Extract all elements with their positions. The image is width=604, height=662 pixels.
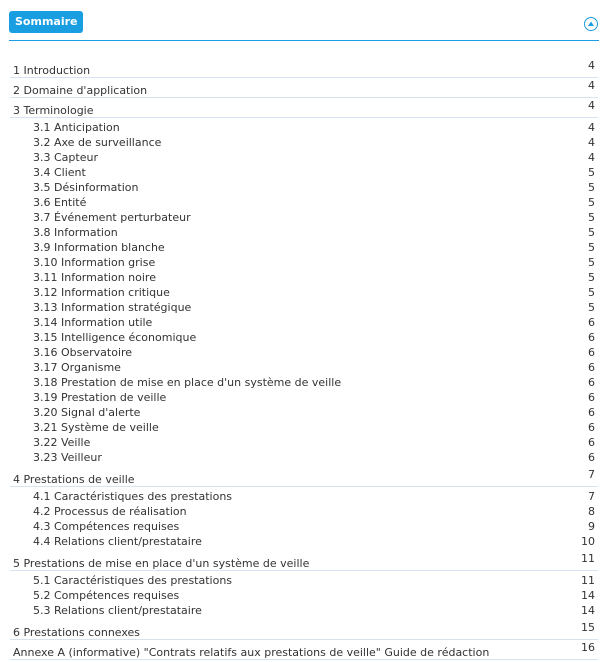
toc-page-number: 16 — [581, 641, 595, 654]
toc-subsection-row[interactable] — [10, 573, 598, 588]
toc-entry-label[interactable]: 4.1 Caractéristiques des prestations — [33, 490, 233, 503]
toc-entry-label[interactable]: 3 Terminologie — [13, 104, 94, 117]
toc-page-number: 6 — [588, 421, 595, 434]
toc-page-number: 7 — [588, 490, 595, 503]
toc-entry-label[interactable]: 6 Prestations connexes — [13, 626, 141, 639]
toc-section-row[interactable] — [10, 100, 598, 118]
collapse-button[interactable] — [584, 17, 598, 31]
toc-page-number: 5 — [588, 211, 595, 224]
toc-subsection-row[interactable] — [10, 435, 598, 450]
toc-subsection-row[interactable] — [10, 360, 598, 375]
toc-page-number: 6 — [588, 316, 595, 329]
toc-page-number: 14 — [581, 604, 595, 617]
toc-page-number: 7 — [588, 468, 595, 481]
toc-entry-label[interactable]: 4.3 Compétences requises — [33, 520, 180, 533]
toc-subsection-row[interactable] — [10, 270, 598, 285]
toc-subsection-row[interactable] — [10, 300, 598, 315]
toc-entry-label[interactable]: 3.13 Information stratégique — [33, 301, 192, 314]
toc-subsection-row[interactable] — [10, 195, 598, 210]
toc-subsection-row[interactable] — [10, 330, 598, 345]
toc-page-number: 8 — [588, 505, 595, 518]
toc-subsection-row[interactable] — [10, 534, 598, 549]
toc-page-number: 5 — [588, 196, 595, 209]
toc-page-number: 10 — [581, 535, 595, 548]
toc-entry-label[interactable]: 3.10 Information grise — [33, 256, 156, 269]
toc-subsection-row[interactable] — [10, 285, 598, 300]
toc-entry-label[interactable]: 3.11 Information noire — [33, 271, 156, 284]
toc-subsection-row[interactable] — [10, 504, 598, 519]
toc-page-number: 6 — [588, 331, 595, 344]
toc-section-row[interactable] — [10, 80, 598, 98]
toc-subsection-row[interactable] — [10, 255, 598, 270]
toc-entry-label[interactable]: 3.12 Information critique — [33, 286, 170, 299]
toc-subsection-row[interactable] — [10, 519, 598, 534]
toc-section-row[interactable] — [10, 642, 598, 660]
toc-entry-label[interactable]: 3.5 Désinformation — [33, 181, 139, 194]
toc-entry-label[interactable]: 3.20 Signal d'alerte — [33, 406, 141, 419]
toc-subsection-row[interactable] — [10, 405, 598, 420]
toc-subsection-row[interactable] — [10, 420, 598, 435]
toc-page-number: 11 — [581, 552, 595, 565]
toc-entry-label[interactable]: 3.22 Veille — [33, 436, 91, 449]
toc-subsection-row[interactable] — [10, 450, 598, 465]
toc-page-number: 4 — [588, 99, 595, 112]
toc-page-number: 6 — [588, 391, 595, 404]
toc-entry-label[interactable]: 5.3 Relations client/prestataire — [33, 604, 202, 617]
toc-page-number: 9 — [588, 520, 595, 533]
toc-entry-label[interactable]: 3.23 Veilleur — [33, 451, 102, 464]
toc-header — [0, 0, 604, 42]
toc-page-number: 6 — [588, 436, 595, 449]
toc-page-number: 5 — [588, 301, 595, 314]
toc-subsection-row[interactable] — [10, 315, 598, 330]
toc-subsection-row[interactable] — [10, 210, 598, 225]
toc-entry-label[interactable]: 3.3 Capteur — [33, 151, 98, 164]
toc-entry-label[interactable]: 3.2 Axe de surveillance — [33, 136, 162, 149]
toc-section-row[interactable] — [10, 553, 598, 571]
toc-title[interactable]: Sommaire — [9, 11, 83, 33]
toc-entry-label[interactable]: 3.6 Entité — [33, 196, 87, 209]
toc-entry-label[interactable]: 4.2 Processus de réalisation — [33, 505, 187, 518]
toc-section-row[interactable] — [10, 622, 598, 640]
toc-section-row[interactable] — [10, 469, 598, 487]
toc-entry-label[interactable]: 3.18 Prestation de mise en place d'un système de veille — [33, 376, 342, 389]
toc-page-number: 4 — [588, 59, 595, 72]
toc-subsection-row[interactable] — [10, 135, 598, 150]
toc-entry-label[interactable]: 4.4 Relations client/prestataire — [33, 535, 202, 548]
toc-entry-label[interactable]: 3.16 Observatoire — [33, 346, 133, 359]
toc-page-number: 4 — [588, 136, 595, 149]
toc-subsection-row[interactable] — [10, 180, 598, 195]
toc-page-number: 6 — [588, 451, 595, 464]
toc-entry-label[interactable]: 3.14 Information utile — [33, 316, 153, 329]
toc-subsection-row[interactable] — [10, 603, 598, 618]
toc-section-row[interactable] — [10, 60, 598, 78]
toc-page-number: 6 — [588, 346, 595, 359]
toc-entry-label[interactable]: Annexe A (informative) "Contrats relatifs aux prestations de veille" Guide de rédaction — [13, 646, 490, 659]
toc-page-number: 6 — [588, 376, 595, 389]
toc-entry-label[interactable]: 5 Prestations de mise en place d'un système de veille — [13, 557, 310, 570]
toc-page-number: 11 — [581, 574, 595, 587]
toc-page-number: 15 — [581, 621, 595, 634]
toc-entry-label[interactable]: 3.8 Information — [33, 226, 118, 239]
toc-subsection-row[interactable] — [10, 375, 598, 390]
toc-page-number: 5 — [588, 226, 595, 239]
toc-subsection-row[interactable] — [10, 588, 598, 603]
toc-entry-label[interactable]: 4 Prestations de veille — [13, 473, 135, 486]
toc-page-number: 14 — [581, 589, 595, 602]
toc-page-number: 5 — [588, 256, 595, 269]
toc-page-number: 4 — [588, 79, 595, 92]
toc-entry-label[interactable]: 2 Domaine d'application — [13, 84, 148, 97]
toc-entry-label[interactable]: 3.19 Prestation de veille — [33, 391, 167, 404]
toc-page-number: 6 — [588, 361, 595, 374]
toc-entry-label[interactable]: 3.17 Organisme — [33, 361, 121, 374]
toc-entry-label[interactable]: 5.1 Caractéristiques des prestations — [33, 574, 233, 587]
toc-entry-label[interactable]: 3.7 Événement perturbateur — [33, 211, 191, 224]
toc-entry-label[interactable]: 3.1 Anticipation — [33, 121, 120, 134]
toc-subsection-row[interactable] — [10, 120, 598, 135]
toc-entry-label[interactable]: 3.9 Information blanche — [33, 241, 165, 254]
toc-page-number: 5 — [588, 166, 595, 179]
toc-entry-label[interactable]: 5.2 Compétences requises — [33, 589, 180, 602]
toc-entry-label[interactable]: 1 Introduction — [13, 64, 91, 77]
toc-page-number: 5 — [588, 271, 595, 284]
toc-subsection-row[interactable] — [10, 390, 598, 405]
toc-subsection-row[interactable] — [10, 165, 598, 180]
toc-subsection-row[interactable] — [10, 225, 598, 240]
toc-page-number: 4 — [588, 151, 595, 164]
toc-page-number: 5 — [588, 286, 595, 299]
chevron-up-circle-icon — [587, 20, 595, 28]
toc-page-number: 6 — [588, 406, 595, 419]
toc-page-number: 5 — [588, 181, 595, 194]
toc-subsection-row[interactable] — [10, 489, 598, 504]
header-divider — [9, 40, 599, 41]
toc-entry-label[interactable]: 3.4 Client — [33, 166, 86, 179]
toc-entry-label[interactable]: 3.21 Système de veille — [33, 421, 159, 434]
toc-page-number: 4 — [588, 121, 595, 134]
toc-subsection-row[interactable] — [10, 150, 598, 165]
toc-entry-label[interactable]: 3.15 Intelligence économique — [33, 331, 197, 344]
toc-page-number: 5 — [588, 241, 595, 254]
toc-subsection-row[interactable] — [10, 240, 598, 255]
toc-subsection-row[interactable] — [10, 345, 598, 360]
